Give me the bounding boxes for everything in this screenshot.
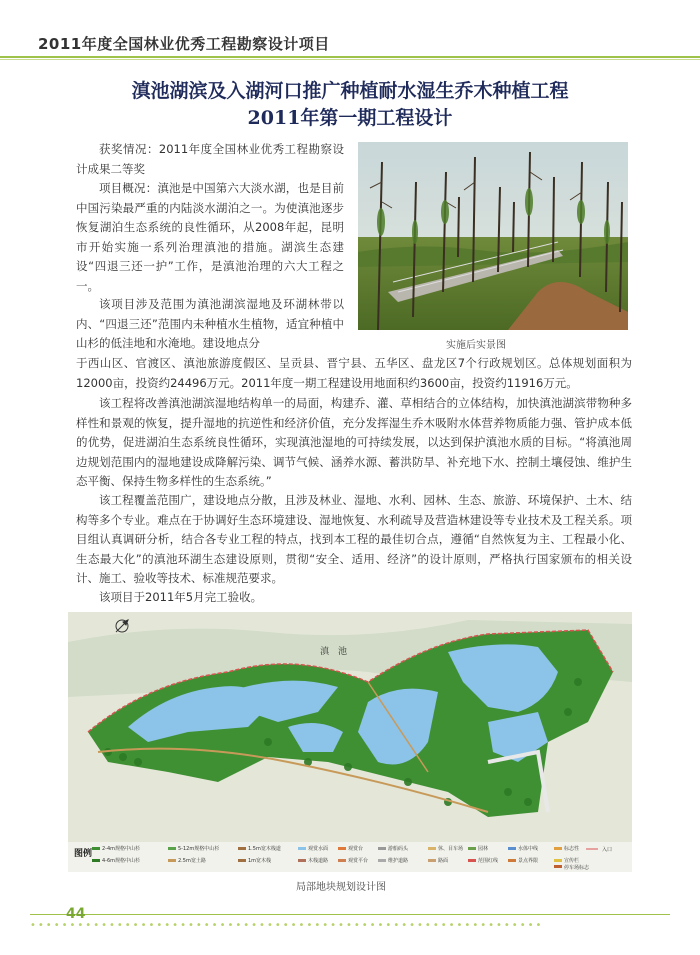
header-rule	[0, 56, 700, 58]
header-title: 2011年度全国林业优秀工程勘察设计项目	[38, 35, 330, 53]
legend-item-17: 水体中线	[518, 846, 539, 852]
legend-item-8: 观赏台	[348, 846, 364, 852]
article-title: 滇池湖滨及入湖河口推广种植耐水湿生乔木种植工程	[131, 80, 569, 102]
footer-rule	[30, 914, 670, 915]
site-photo-illustration	[358, 142, 628, 330]
page-number: 44	[66, 906, 86, 922]
scope-paragraph: 该项目涉及范围为滇池湖滨湿地及环湖林带以内、“四退三还”范围内未种植水生植物，适宜种植中山杉的低洼地和水淹地。建设地点分	[76, 297, 344, 350]
legend-item-15: 园林	[478, 846, 489, 852]
legend-item-4: 2.5m宽土路	[178, 858, 206, 864]
site-photo	[358, 142, 628, 330]
scope-paragraph-continued: 于西山区、官渡区、滇池旅游度假区、呈贡县、晋宁县、五华区、盘龙区7个行政规划区。总体规划面积为12000亩，投资约24496万元。2011年度一期工程建设用地面积约3600亩，投资约11916万元。	[76, 356, 632, 390]
legend-item-5: 1.5m宽木栈道	[248, 846, 281, 852]
completion-paragraph: 该项目于2011年5月完工验收。	[99, 590, 263, 604]
article-subtitle: 2011年第一期工程设计	[247, 107, 453, 129]
header-rule-thin	[0, 59, 700, 60]
legend-item-3: 5-12m规格中山杉	[178, 846, 220, 852]
legend-item-16: 范围红线	[478, 858, 499, 864]
legend-title: 图例	[74, 849, 93, 859]
legend-item-11: 游船码头	[388, 846, 409, 852]
legend-item-18: 景点界限	[518, 858, 539, 864]
map-caption: 局部地块规划设计图	[296, 882, 386, 893]
award-paragraph: 获奖情况：2011年度全国林业优秀工程勘察设计成果二等奖	[76, 142, 344, 176]
photo-caption: 实施后实景图	[446, 340, 506, 351]
legend-item-2: 4-6m规格中山杉	[102, 858, 141, 864]
legend-item-21: 停车场标志	[564, 865, 590, 871]
legend-item-19: 标志性	[564, 846, 580, 852]
site-plan-map	[68, 612, 632, 872]
legend-item-10: 观赏平台	[348, 858, 369, 864]
legend-item-20: 宣传栏	[564, 858, 580, 864]
legend-item-22: 入口	[602, 847, 613, 853]
legend-item-12: 维护道路	[388, 858, 409, 864]
site-plan-illustration	[68, 612, 632, 872]
legend-item-7: 观赏水面	[308, 846, 329, 852]
page-header	[0, 0, 700, 62]
lake-label: 滇 池	[320, 647, 348, 657]
structure-paragraph: 该工程将改善滇池湖滨湿地结构单一的局面，构建乔、灌、草相结合的立体结构，加快滇池湖滨带物种多样性和景观的恢复，提升湿地的抗逆性和经济价值，充分发挥湿生乔木吸附水体营养物质能力强、管护成本低的优势，促进湖泊生态系统良性循环，实现滇池湿地的可持续发展，以达到保护滇池水质的目标。“将滇池周边规划范围内的湿地建设成降解污染、调节气候、涵养水源、蓄洪防旱、补充地下水、控制土壤侵蚀、维护生态平衡、保持生物多样性的生态系统。”	[76, 396, 632, 488]
legend-item-13: 休、目车场	[438, 846, 464, 852]
overview-paragraph: 项目概况：滇池是中国第六大淡水湖，也是目前中国污染最严重的内陆淡水湖泊之一。为使滇池逐步恢复湖泊生态系统的良性循环，从2008年起，昆明市开始实施一系列治理滇池的措施。湖滨生态建设“四退三还一护”工作，是滇池治理的六大工程之一。	[76, 181, 344, 293]
footer-decoration: •••••••••••••••••••••••••••••••••••••••••••••••••••••••••••••••••	[30, 920, 544, 931]
legend-item-6: 1m宽木栈	[248, 858, 272, 864]
legend-item-1: 2-4m规格中山杉	[102, 846, 141, 852]
legend-item-14: 路面	[438, 858, 449, 864]
coverage-paragraph: 该工程覆盖范围广，建设地点分散，且涉及林业、湿地、水利、园林、生态、旅游、环境保护、土木、结构等多个专业。难点在于协调好生态环境建设、湿地恢复、水利疏导及营造林建设等专业技术及工程关系。项目组认真调研分析，结合各专业工程的特点，找到本工程的最佳切合点，遵循“自然恢复为主、工程最小化、生态最大化”的滇池环湖生态建设原则，贯彻“安全、适用、经济”的设计原则，严格执行国家颁布的相关设计、施工、验收等技术、标准规范要求。	[76, 493, 632, 585]
legend-item-9: 木栈道路	[308, 858, 329, 864]
